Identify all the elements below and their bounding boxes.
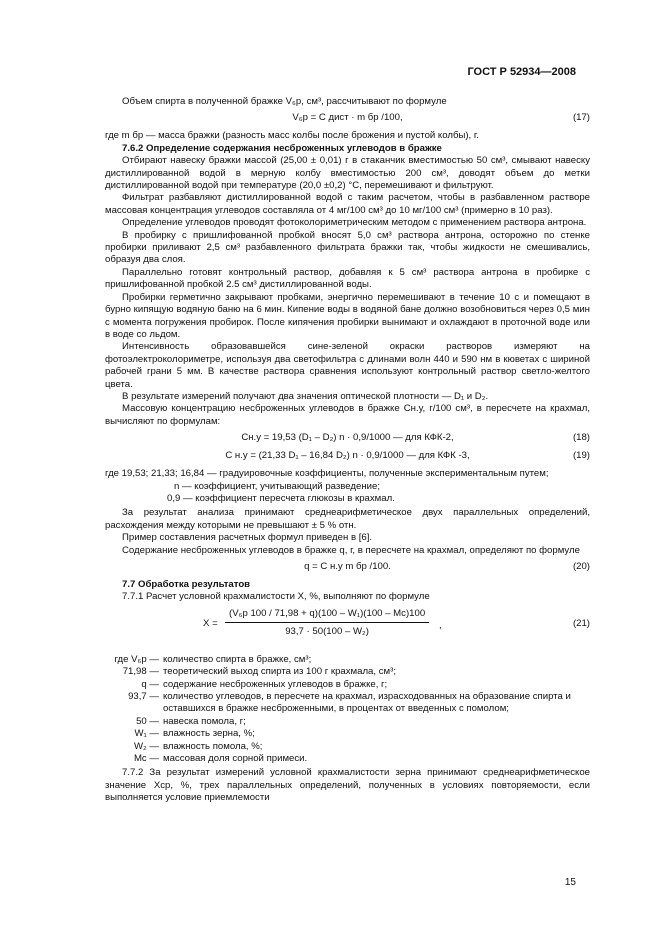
- variable-key: W₁ —: [134, 728, 159, 740]
- variable-key: W₂ —: [133, 740, 159, 752]
- intro-paragraph: Объем спирта в полученной бражке V₆р, см³, рассчитывают по формуле: [122, 96, 447, 107]
- formula-21-number: (21): [572, 617, 590, 629]
- variable-key: 50 —: [136, 715, 159, 727]
- paragraph: В пробирку с пришлифованной пробкой вносят 5,0 см³ раствора антрона, осторожно по стенке пробирки приливают 2,5 см³ разбавленного фильтрата бражки так, чтобы жидкости не смешивались, образуя два слоя.: [105, 229, 590, 266]
- section-heading-7-7: 7.7 Обработка результатов: [122, 579, 251, 590]
- formula-21-fraction: [225, 608, 429, 639]
- formula-17-expr: V₆р = C дист · m бр /100,: [292, 112, 403, 124]
- variable-value: количество спирта в бражке, см³;: [163, 653, 312, 665]
- formula-20-number: (20): [572, 561, 590, 572]
- paragraph: Массовую концентрацию несброженных углеводов в бражке Cн.у, г/100 см³, в пересчете на крахмал, вычисляют по формулам:: [105, 403, 590, 427]
- document-header: ГОСТ Р 52934—2008: [467, 66, 576, 78]
- formula-17-definition: где m бр — масса бражки (разность масс колбы после брожения и пустой колбы), г.: [105, 130, 479, 142]
- variable-value: теоретический выход спирта из 100 г крахмала, см³;: [163, 666, 396, 678]
- formula-19: [105, 450, 590, 464]
- variable-value: содержание несброженных углеводов в бражке, г;: [163, 678, 388, 690]
- paragraph: Отбирают навеску бражки массой (25,00 ± 0,01) г в стаканчик вместимостью 50 см³, смывают навеску дистиллированной водой в мерную колбу вместимостью 200 см³, доводят объем до метки дистиллированной водой при температуре (20,0 ±0,2) °С, перемешивают и фильтруют.: [105, 155, 590, 192]
- formula-21-numerator: (V₆р 100 / 71,98 + q)(100 – W₁)(100 – Mс)100: [225, 608, 429, 623]
- document-body: [105, 96, 590, 805]
- formula-21-denominator: 93,7 · 50(100 – W₂): [285, 626, 369, 638]
- definition-line: n — коэффициент, учитывающий разведение;: [174, 480, 380, 492]
- paragraph: Интенсивность образовавшейся сине-зеленой окраски растворов измеряют на фотоэлектроколориметре, используя два светофильтра с длинами волн 440 и 590 нм в кюветах с шириной рабочей грани 5 мм. В качестве раствора сравнения используют контрольный раствор светло-желтого цвета.: [105, 341, 590, 390]
- formula-18-number: (18): [572, 432, 590, 444]
- page-number: 15: [564, 877, 576, 888]
- paragraph: Параллельно готовят контрольный раствор, добавляя к 5 см³ раствора антрона в пробирке с пришлифованной пробкой 2.5 см³ дистиллированной воды.: [105, 266, 590, 291]
- formula-21-variable-list: [105, 654, 590, 766]
- formula-21: [105, 608, 590, 648]
- variable-value: влажность помола, %;: [163, 740, 263, 752]
- variable-value: влажность зерна, %;: [163, 728, 255, 740]
- paragraph: Пробирки герметично закрывают пробками, энергично перемешивают в течение 10 с и помещают в бурно кипящую водяную баню на 6 мин. Кипение воды в водяной бане должно возобновиться через 0,5 мин с момента погружения пробирок. После кипячения пробирки вынимают и охлаждают в проточной воде или в воде со льдом.: [105, 291, 590, 340]
- paragraph: Определение углеводов проводят фотоколориметрическим методом с применением раствора антрона.: [122, 217, 587, 229]
- variable-key: 71,98 —: [122, 666, 159, 678]
- paragraph: В результате измерений получают два значения оптической плотности — D₁ и D₂.: [122, 390, 489, 402]
- variable-key: q —: [141, 678, 159, 690]
- formula-20-expr: q = C н.у m бр /100.: [304, 561, 391, 572]
- section-heading-7-6-2: 7.6.2 Определение содержания несброженных углеводов в бражке: [122, 142, 442, 154]
- formula-18-expr: Cн.у = 19,53 (D₁ – D₂) n · 0,9/1000 — для КФК-2,: [241, 432, 454, 444]
- formula-19-number: (19): [572, 450, 590, 462]
- variable-key: 93,7 —: [128, 691, 159, 703]
- paragraph: Содержание несброженных углеводов в бражке q, г, в пересчете на крахмал, определяют по формуле: [122, 544, 580, 556]
- definition-line: где 19,53; 21,33; 16,84 — градуировочные коэффициенты, полученные экспериментальным путем;: [105, 468, 549, 480]
- variable-value: навеска помола, г;: [163, 715, 246, 727]
- variable-value: количество углеводов, в пересчете на крахмал, израсходованных на образование спирта и оставшихся в бражке несброженными, в процентах от введенных с помолом;: [163, 691, 571, 715]
- variable-key: где V₆р —: [114, 653, 159, 665]
- paragraph-7-7-2: 7.7.2 За результат измерений условной крахмалистости зерна принимают среднеарифметическое значение Xср, %, трех параллельных определений, полученных в условиях повторяемости, если выполняется условие приемлемости: [105, 767, 590, 804]
- paragraph-7-7-1: 7.7.1 Расчет условной крахмалистости X, %, выполняют по формуле: [122, 591, 430, 603]
- formula-21-tail: ,: [439, 619, 442, 631]
- variable-value: массовая доля сорной примеси.: [163, 753, 308, 765]
- formula-17-number: (17): [572, 112, 590, 124]
- formula-19-definitions: [105, 468, 590, 505]
- formula-18: [105, 432, 590, 446]
- formula-17: [105, 112, 590, 126]
- paragraph: За результат анализа принимают среднеарифметическое двух параллельных определений, расхождения между которыми не превышают ± 5 % отн.: [105, 507, 590, 531]
- paragraph: Пример составления расчетных формул приведен в [6].: [122, 532, 373, 544]
- variable-key: Mс —: [133, 753, 159, 765]
- formula-21-lhs: X =: [203, 617, 218, 629]
- formula-20: [105, 561, 590, 575]
- formula-19-expr: C н.у = (21,33 D₁ – 16,84 D₂) n · 0,9/1000 — для КФК -3,: [225, 450, 470, 462]
- definition-line: 0,9 — коэффициент пересчета глюкозы в крахмал.: [167, 492, 395, 504]
- paragraph: Фильтрат разбавляют дистиллированной водой с таким расчетом, чтобы в разбавленном растворе массовая концентрация углеводов составляла от 4 мг/100 см³ до 10 мг/100 см³ (примерно в 10 раз).: [105, 192, 590, 216]
